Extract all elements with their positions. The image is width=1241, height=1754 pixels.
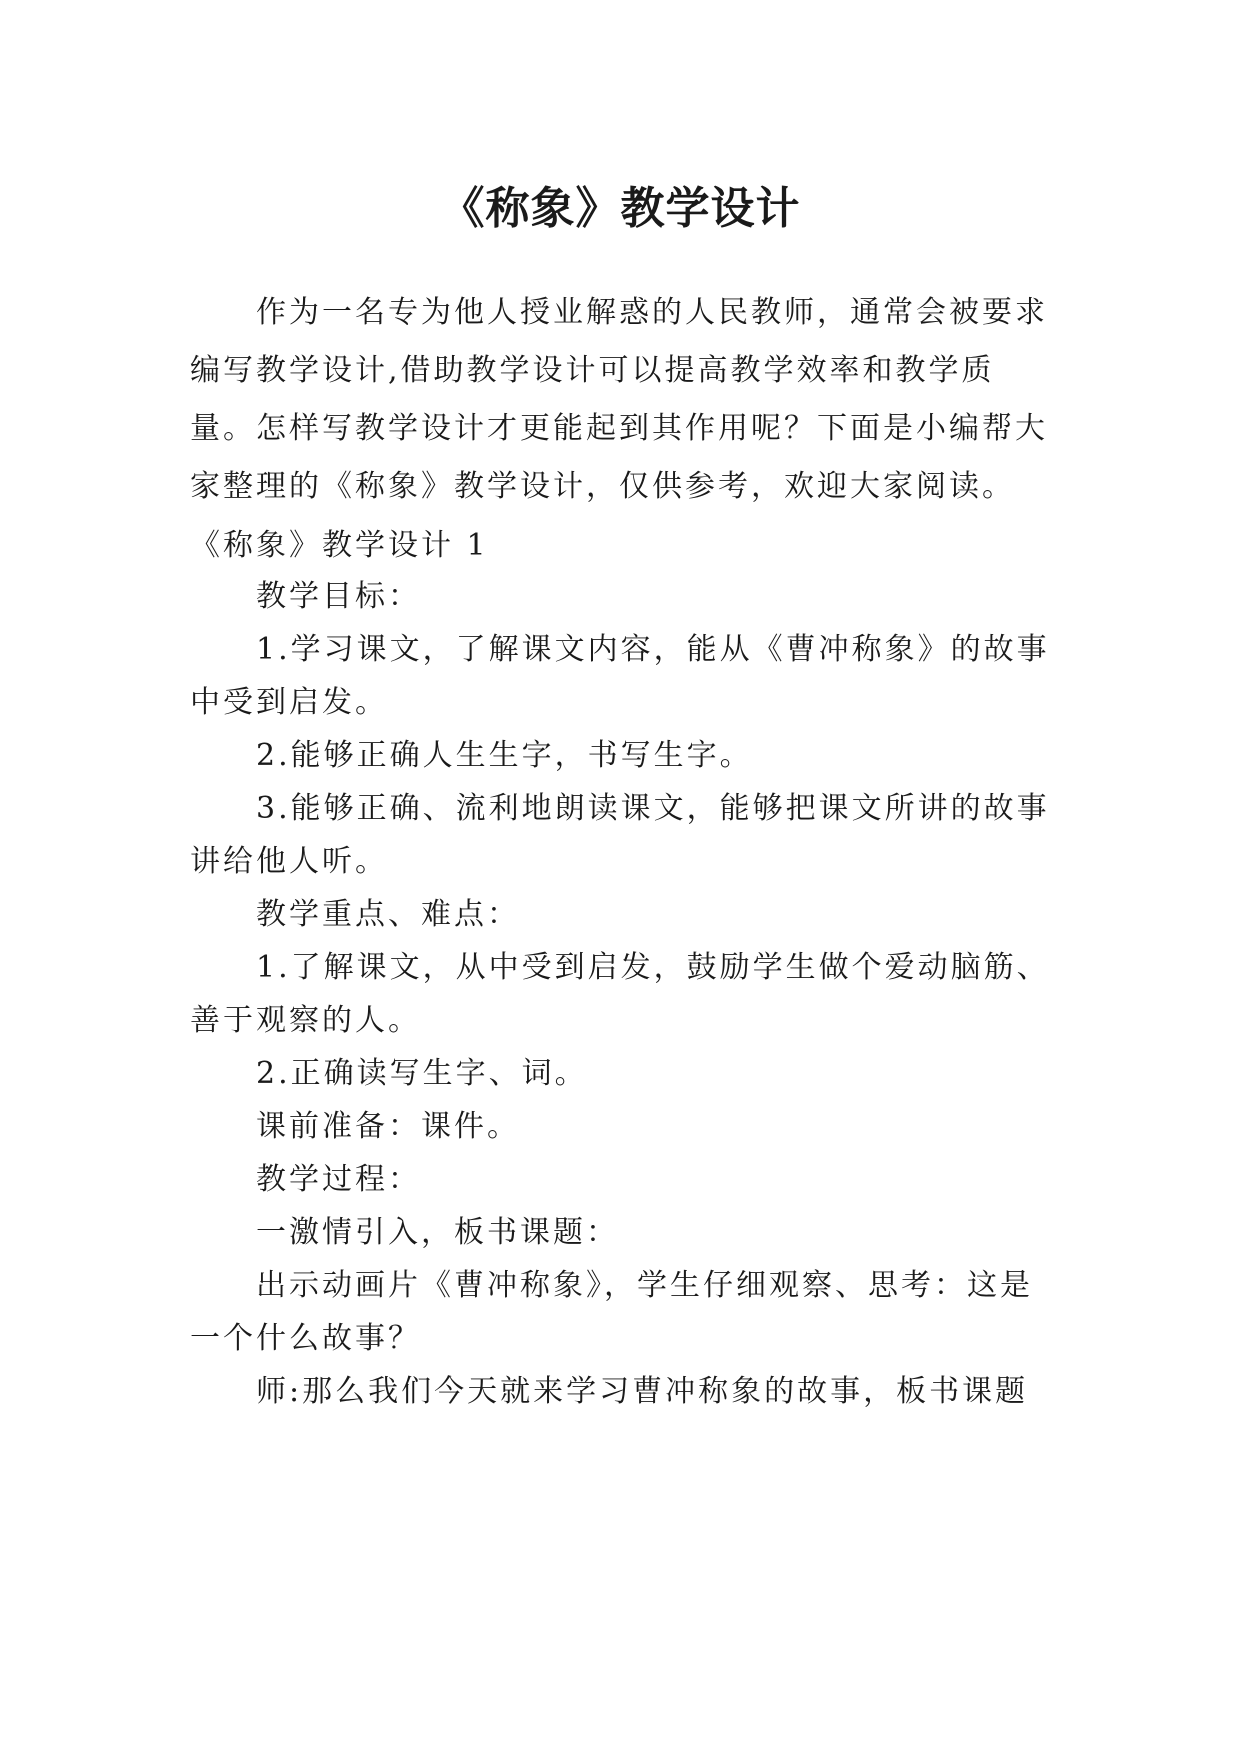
- text-line: 善于观察的人。: [190, 1003, 421, 1038]
- text-line: 一激情引入，板书课题：: [256, 1215, 619, 1250]
- text-line: 2.正确读写生字、词。: [256, 1056, 588, 1091]
- text-line: 教学重点、难点：: [256, 897, 520, 932]
- text-line: 一个什么故事？: [190, 1321, 421, 1356]
- intro-paragraph: 作为一名专为他人授业解惑的人民教师，通常会被要求编写教学设计,借助教学设计可以提高教学效率和教学质量。怎样写教学设计才更能起到其作用呢？下面是小编帮大家整理的《称象》教学设计，仅供参考，欢迎大家阅读。: [190, 295, 1048, 504]
- text-line: 教学过程：: [256, 1162, 421, 1197]
- text-line: 讲给他人听。: [190, 844, 388, 879]
- text-line: 1.了解课文，从中受到启发，鼓励学生做个爱动脑筋、: [256, 950, 1050, 985]
- text-line: 师:那么我们今天就来学习曹冲称象的故事，板书课题: [256, 1374, 1029, 1409]
- text-line: 2.能够正确人生生字，书写生字。: [256, 738, 753, 773]
- text-line: 教学目标：: [256, 579, 421, 614]
- text-line: 课前准备：课件。: [256, 1109, 520, 1144]
- text-line: 1.学习课文，了解课文内容，能从《曹冲称象》的故事: [256, 632, 1050, 667]
- section-heading: 《称象》教学设计 1: [190, 528, 489, 563]
- text-line: 3.能够正确、流利地朗读课文，能够把课文所讲的故事: [256, 791, 1050, 826]
- text-line: 中受到启发。: [190, 685, 388, 720]
- document-title: 《称象》教学设计: [440, 183, 801, 235]
- text-line: 出示动画片《曹冲称象》，学生仔细观察、思考：这是: [256, 1268, 1033, 1303]
